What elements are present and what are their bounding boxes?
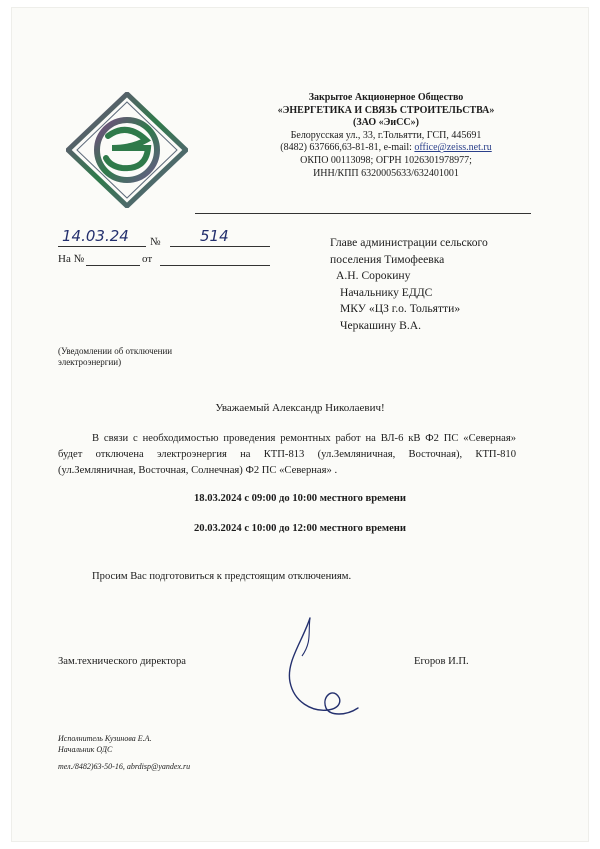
handwritten-number: 514 — [200, 227, 229, 245]
signer-name: Егоров И.П. — [414, 656, 469, 667]
addressee-block — [330, 235, 488, 334]
ref-number-underline — [86, 265, 140, 266]
addressee-line: Главе администрации сельского — [330, 236, 488, 249]
company-name-line3: (ЗАО «ЭиСС») — [353, 117, 419, 129]
subject-note: (Уведомлении об отключении электроэнергии) — [58, 346, 173, 367]
addressee-line: МКУ «ЦЗ г.о. Тольятти» — [340, 302, 461, 315]
company-inn: ИНН/КПП 6320005633/632401001 — [313, 167, 459, 179]
company-header — [236, 92, 536, 180]
header-divider — [195, 213, 531, 214]
ref-date-underline — [160, 265, 270, 266]
ref-from-label: от — [142, 253, 153, 265]
letter-body: В связи с необходимостью проведения ремонтных работ на ВЛ-6 кВ Ф2 ПС «Северная» будет отключена электроэнергия на КТП-813 (ул.Земляничная, Восточная), КТП-810 (ул.Земляничная, Восточная, Солнечная) Ф2 ПС «Северная» . — [58, 433, 516, 476]
company-address: Белорусская ул., 33, г.Тольятти, ГСП, 445691 — [290, 129, 482, 141]
addressee-line: поселения Тимофеевка — [330, 252, 445, 266]
company-email-link[interactable]: office@zeiss.net.ru — [414, 142, 492, 154]
company-contacts: (8482) 637666,63-81-81, e-mail: office@zeiss.net.ru — [280, 142, 492, 154]
outage-date-1: 18.03.2024 с 09:00 до 10:00 местного времени — [194, 493, 406, 504]
number-label: № — [150, 236, 161, 248]
company-okpo: ОКПО 00113098; ОГРН 1026301978977; — [300, 154, 472, 166]
executor-contacts: тел./8482)63-50-16, abrdisp@yandex.ru — [58, 762, 191, 771]
number-underline — [170, 246, 270, 247]
outage-date-2: 20.03.2024 с 10:00 до 12:00 местного времени — [194, 523, 406, 534]
handwritten-date: 14.03.24 — [62, 227, 129, 245]
request-text: Просим Вас подготовиться к предстоящим отключениям. — [92, 571, 352, 582]
signer-position: Зам.технического директора — [58, 656, 186, 667]
handwritten-signature-icon — [272, 612, 362, 722]
ref-number-label: На № — [58, 253, 85, 265]
executor-line: Исполнитель Кузинова Е.А. — [58, 734, 152, 743]
executor-position: Начальник ОДС — [58, 745, 113, 754]
addressee-line: А.Н. Сорокину — [336, 269, 411, 282]
date-underline — [58, 246, 146, 247]
company-name-line2: «ЭНЕРГЕТИКА И СВЯЗЬ СТРОИТЕЛЬСТВА» — [277, 104, 495, 116]
addressee-line: Начальнику ЕДДС — [340, 285, 433, 299]
greeting: Уважаемый Александр Николаевич! — [215, 402, 385, 414]
company-name-line1: Закрытое Акционерное Общество — [308, 92, 464, 103]
company-logo-icon — [66, 92, 188, 208]
addressee-line: Черкашину В.А. — [340, 318, 422, 332]
